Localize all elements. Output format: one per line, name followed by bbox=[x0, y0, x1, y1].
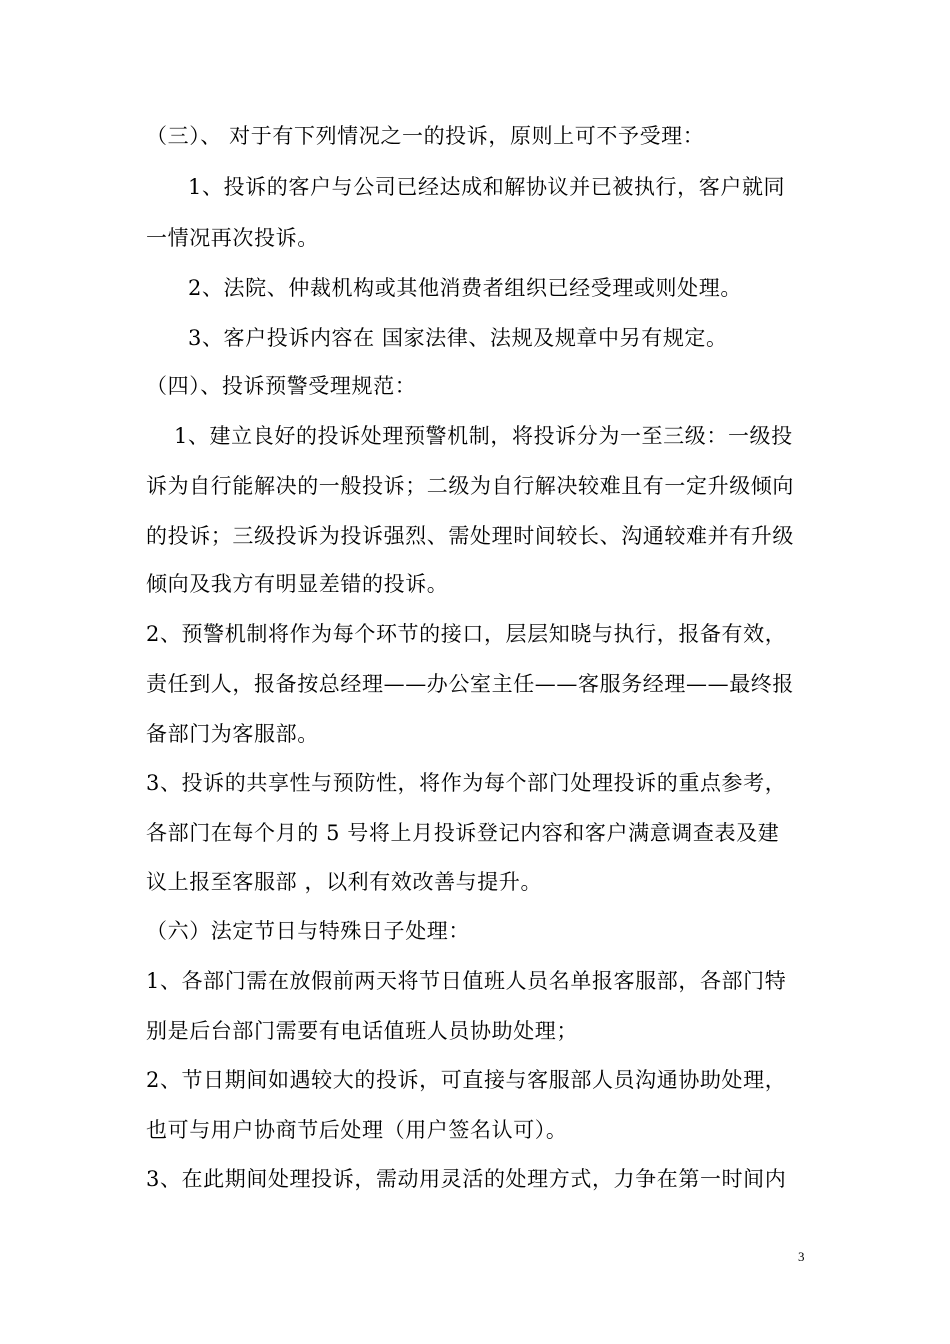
paragraph-line: 议上报至客服部 ，以利有效改善与提升。 bbox=[146, 870, 543, 894]
section-heading-6: （六）法定节日与特殊日子处理： bbox=[146, 919, 470, 943]
paragraph-line: 1、各部门需在放假前两天将节日值班人员名单报客服部，各部门特 bbox=[146, 969, 787, 993]
paragraph-line: 3、投诉的共享性与预防性，将作为每个部门处理投诉的重点参考， bbox=[146, 771, 787, 795]
paragraph-line: 倾向及我方有明显差错的投诉。 bbox=[146, 572, 449, 596]
paragraph-line: 一情况再次投诉。 bbox=[146, 226, 319, 250]
paragraph-line: 别是后台部门需要有电话值班人员协助处理； bbox=[146, 1019, 578, 1043]
paragraph-line: 3、客户投诉内容在 国家法律、法规及规章中另有规定。 bbox=[188, 326, 728, 350]
paragraph-line: 诉为自行能解决的一般投诉；二级为自行解决较难且有一定升级倾向 bbox=[146, 474, 794, 498]
paragraph-line: 责任到人，报备按总经理——办公室主任——客服务经理——最终报 bbox=[146, 672, 794, 696]
paragraph-line: 2、节日期间如遇较大的投诉，可直接与客服部人员沟通协助处理， bbox=[146, 1068, 787, 1092]
section-heading-3: （三）、 对于有下列情况之一的投诉，原则上可不予受理： bbox=[146, 124, 705, 148]
paragraph-line: 的投诉；三级投诉为投诉强烈、需处理时间较长、沟通较难并有升级 bbox=[146, 524, 794, 548]
paragraph-line: 也可与用户协商节后处理（用户签名认可）。 bbox=[146, 1118, 568, 1142]
paragraph-line: 1、建立良好的投诉处理预警机制，将投诉分为一至三级：一级投 bbox=[174, 424, 793, 448]
paragraph-line: 备部门为客服部。 bbox=[146, 722, 319, 746]
paragraph-line: 3、在此期间处理投诉，需动用灵活的处理方式，力争在第一时间内 bbox=[146, 1167, 787, 1191]
paragraph-line: 1、投诉的客户与公司已经达成和解协议并已被执行，客户就同 bbox=[188, 175, 786, 199]
paragraph-line: 各部门在每个月的 5 号将上月投诉登记内容和客户满意调查表及建 bbox=[146, 821, 780, 845]
paragraph-line: 2、预警机制将作为每个环节的接口，层层知晓与执行，报备有效， bbox=[146, 622, 787, 646]
section-heading-4: （四）、投诉预警受理规范： bbox=[146, 374, 417, 398]
paragraph-line: 2、法院、仲裁机构或其他消费者组织已经受理或则处理。 bbox=[188, 276, 742, 300]
page-number: 3 bbox=[798, 1249, 805, 1264]
